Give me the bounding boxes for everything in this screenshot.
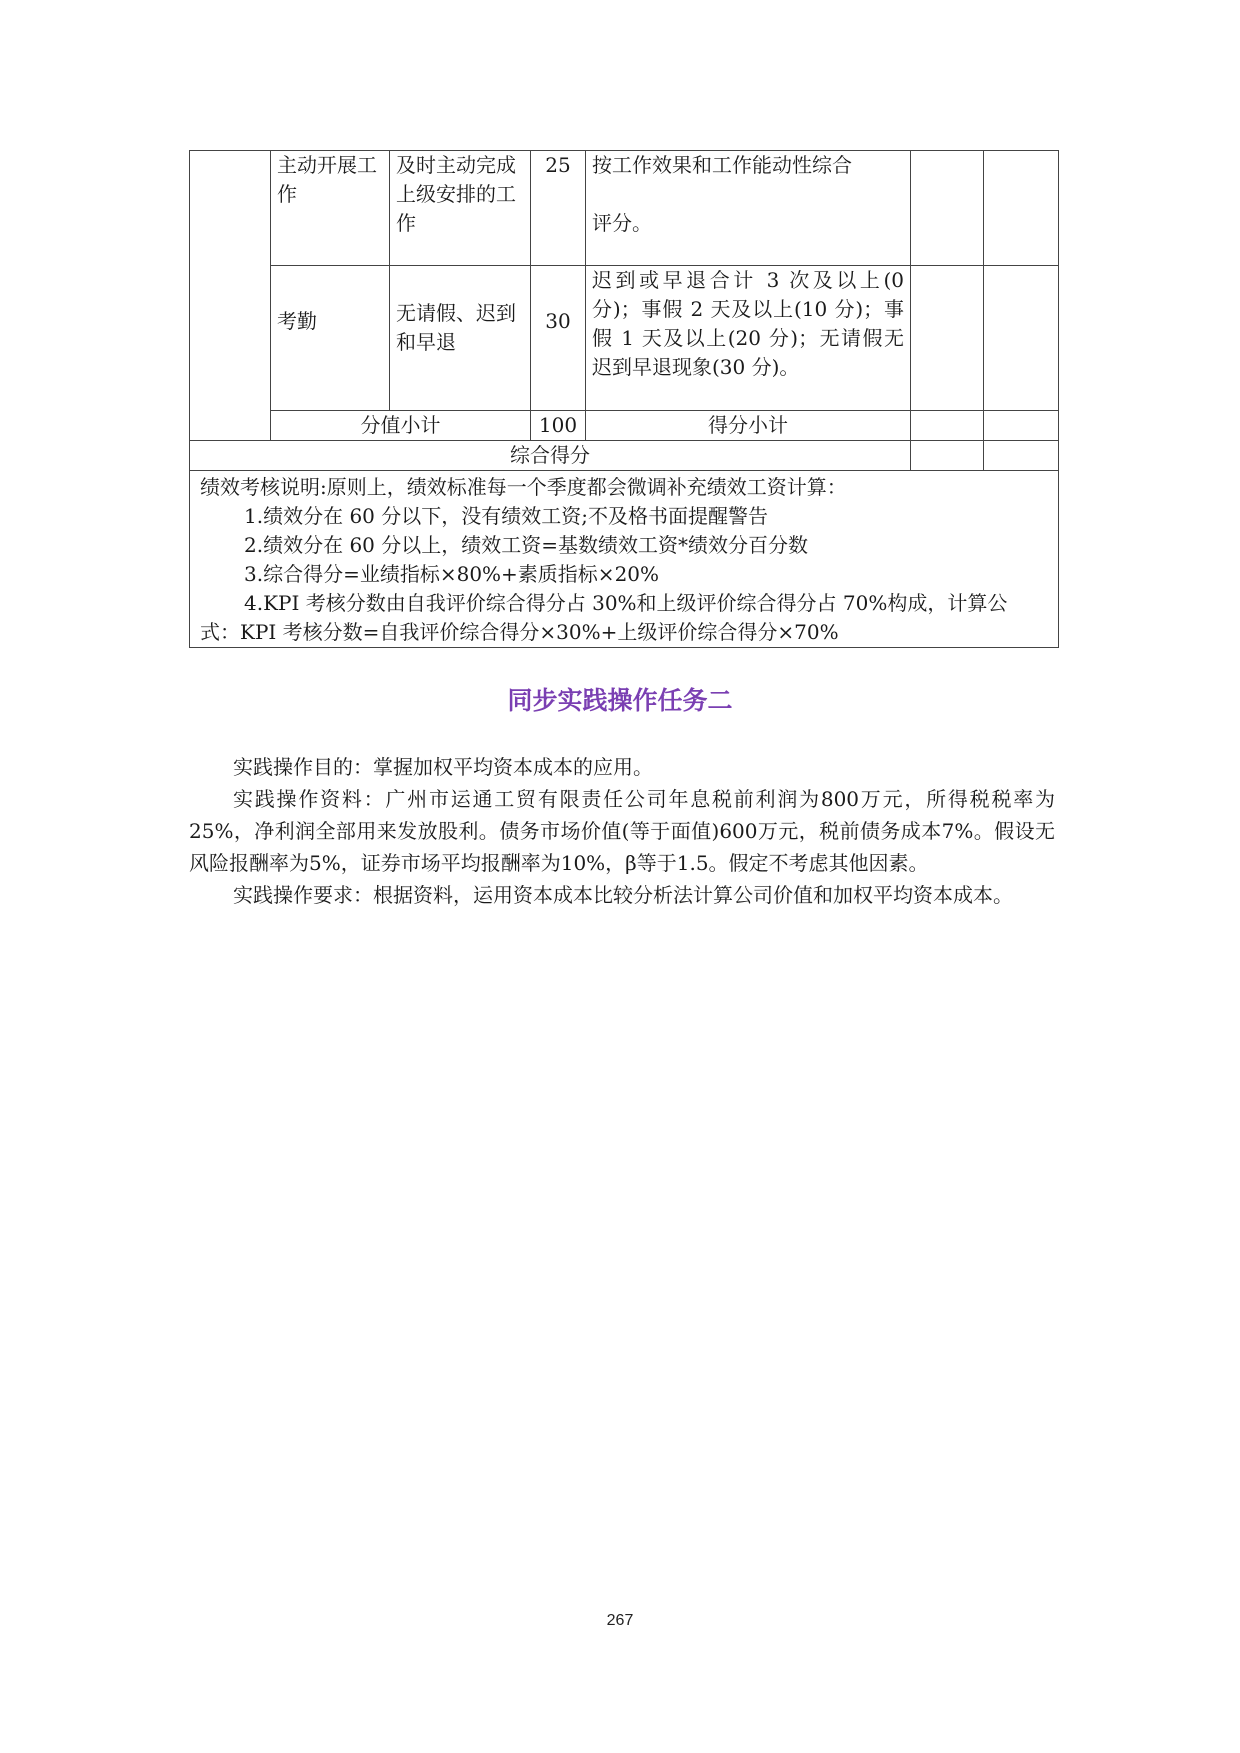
notes-row <box>190 471 1059 648</box>
self-total-cell <box>911 441 984 471</box>
notes-continuation: 式：KPI 考核分数=自我评价综合得分×30%+上级评价综合得分×70% <box>200 620 839 644</box>
self-score-cell <box>911 266 984 411</box>
score-cell <box>531 266 586 411</box>
total-row <box>190 441 1059 471</box>
self-score-cell <box>911 151 984 266</box>
total-label: 综合得分 <box>510 443 590 467</box>
supervisor-score-cell <box>984 151 1059 266</box>
criteria-text: 迟到或早退合计 3 次及以上(0 分)；事假 2 天及以上(10 分)；事假 1 天及以上(20 分)；无请假无迟到早退现象(30 分)。 <box>592 268 904 379</box>
total-label-cell <box>190 441 911 471</box>
standard-text: 无请假、迟到和早退 <box>396 301 516 354</box>
criteria-text-line1: 按工作效果和工作能动性综合 <box>592 153 852 177</box>
category-cell <box>190 151 271 441</box>
kpi-assessment-table <box>189 150 1059 648</box>
score-subtotal-label: 得分小计 <box>708 413 788 437</box>
subtotal-row <box>190 411 1059 441</box>
item-label: 考勤 <box>277 308 317 333</box>
notes-cell <box>190 471 1059 648</box>
standard-cell <box>390 151 531 266</box>
notes-item: 3.综合得分=业绩指标×80%+素质指标×20% <box>244 562 660 586</box>
table-row <box>190 266 1059 411</box>
paragraph-requirements: 实践操作要求：根据资料，运用资本成本比较分析法计算公司价值和加权平均资本成本。 <box>233 883 1013 907</box>
notes-item: 1.绩效分在 60 分以下，没有绩效工资;不及格书面提醒警告 <box>244 504 768 528</box>
standard-text: 及时主动完成上级安排的工作 <box>396 153 516 235</box>
score-subtotal-label-cell <box>586 411 911 441</box>
criteria-cell <box>586 151 911 266</box>
self-score-subtotal-cell <box>911 411 984 441</box>
subtotal-label: 分值小计 <box>360 413 441 437</box>
page-number: 267 <box>606 1612 634 1629</box>
paragraph-purpose: 实践操作目的：掌握加权平均资本成本的应用。 <box>233 755 653 779</box>
supervisor-score-cell <box>984 266 1059 411</box>
subtotal-value: 100 <box>538 413 578 437</box>
criteria-cell <box>586 266 911 411</box>
notes-item: 2.绩效分在 60 分以上，绩效工资=基数绩效工资*绩效分百分数 <box>244 533 809 557</box>
section-body <box>189 751 1055 911</box>
supervisor-score-subtotal-cell <box>984 411 1059 441</box>
score-value: 25 <box>545 153 571 177</box>
section-title: 同步实践操作任务二 <box>507 686 733 715</box>
table-row <box>190 151 1059 266</box>
subtotal-value-cell <box>531 411 586 441</box>
score-cell <box>531 151 586 266</box>
item-cell <box>271 151 390 266</box>
item-label: 主动开展工作 <box>277 153 377 206</box>
item-cell <box>271 266 390 411</box>
supervisor-total-cell <box>984 441 1059 471</box>
paragraph-materials: 实践操作资料：广州市运通工贸有限责任公司年息税前利润为800万元，所得税税率为25%，净利润全部用来发放股利。债务市场价值(等于面值)600万元，税前债务成本7%。假设无风险报酬率为5%，证券市场平均报酬率为10%，β等于1.5。假定不考虑其他因素。 <box>189 787 1055 875</box>
subtotal-label-cell <box>271 411 531 441</box>
standard-cell <box>390 266 531 411</box>
notes-heading: 绩效考核说明:原则上，绩效标准每一个季度都会微调补充绩效工资计算： <box>200 475 847 499</box>
notes-item: 4.KPI 考核分数由自我评价综合得分占 30%和上级评价综合得分占 70%构成，计算公 <box>244 591 1008 615</box>
score-value: 30 <box>545 308 571 333</box>
criteria-text-line2: 评分。 <box>592 211 652 235</box>
